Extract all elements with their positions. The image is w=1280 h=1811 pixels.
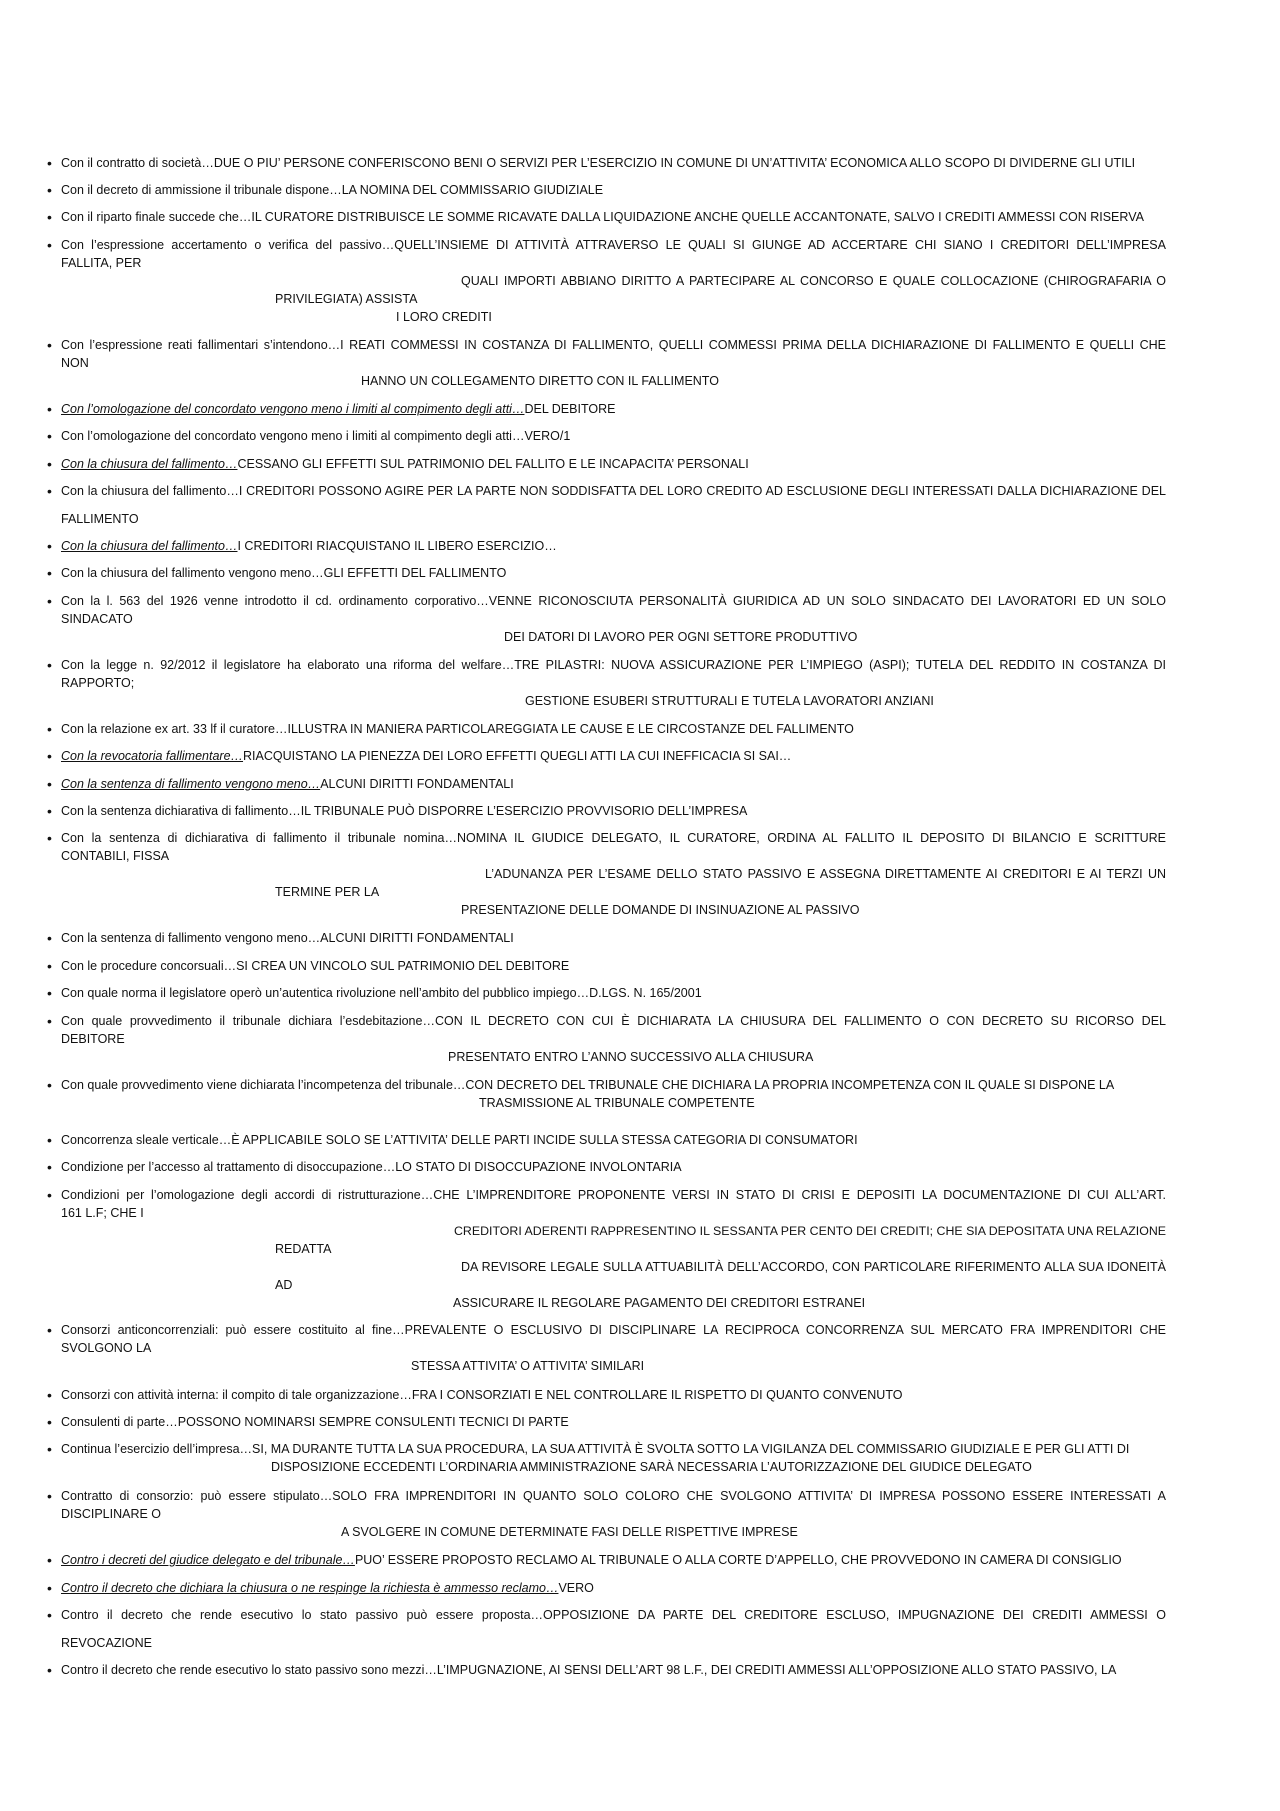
bullet-icon: • — [47, 1159, 52, 1175]
bullet-icon: • — [47, 1322, 52, 1338]
bullet-icon: • — [47, 428, 52, 444]
list-item: • Contratto di consorzio: può essere stipulato…SOLO FRA IMPRENDITORI IN QUANTO SOLO COLORO CHE SVOLGONO ATTIVITA’ DI IMPRESA POSSONO ESSERE INTERESSATI A DISCIPLINARE O A SVOLGERE IN COMUNE DETERMINATE FASI DELLE RISPETTIVE IMPRESE — [47, 1488, 1166, 1539]
bullet-icon: • — [47, 985, 52, 1001]
bullet-icon: • — [47, 237, 52, 253]
list-item: • Con la l. 563 del 1926 venne introdotto il cd. ordinamento corporativo…VENNE RICONOSCIUTA PERSONALITÀ GIURIDICA AD UN SOLO SINDACATO DEI LAVORATORI ED UN SOLO SINDACATO DEI DATORI DI LAVORO PER OGNI SETTORE PRODUTTIVO — [47, 593, 1166, 644]
list-item: • Condizioni per l’omologazione degli accordi di ristrutturazione…CHE L’IMPRENDITORE PROPONENTE VERSI IN STATO DI CRISI E DEPOSITI LA DOCUMENTAZIONE DI CUI ALL’ART. 161 L.F; CHE I CREDITORI ADERENTI RAPPRESENTINO IL SESSANTA PER CENTO DEI CREDITI; CHE SIA DEPOSITATA UNA RELAZIONE REDATTA DA REVISORE LEGALE SULLA ATTUABILITÀ DELL’ACCORDO, CON PARTICOLARE RIFERIMENTO ALLA SUA IDONEITÀ AD ASSICURARE IL REGOLARE PAGAMENTO DEI CREDITORI ESTRANEI — [47, 1187, 1166, 1310]
underlined-link: Con la chiusura del fallimento… — [61, 539, 238, 553]
list-item: • Con la legge n. 92/2012 il legislatore ha elaborato una riforma del welfare…TRE PILASTRI: NUOVA ASSICURAZIONE PER L’IMPIEGO (ASPI); TUTELA DEL REDDITO IN COSTANZA DI RAPPORTO; GESTIONE ESUBERI STRUTTURALI E TUTELA LAVORATORI ANZIANI — [47, 657, 1166, 708]
bullet-icon: • — [47, 958, 52, 974]
list-item: • Con quale provvedimento il tribunale dichiara l’esdebitazione…CON IL DECRETO CON CUI È DICHIARATA LA CHIUSURA DEL FALLIMENTO O CON DECRETO SU RICORSO DEL DEBITORE PRESENTATO ENTRO L’ANNO SUCCESSIVO ALLA CHIUSURA — [47, 1013, 1166, 1064]
list-item: • Concorrenza sleale verticale…È APPLICABILE SOLO SE L’ATTIVITA’ DELLE PARTI INCIDE SULLA STESSA CATEGORIA DI CONSUMATORI — [47, 1132, 858, 1148]
bullet-icon: • — [47, 1488, 52, 1504]
bullet-icon: • — [47, 930, 52, 946]
bullet-icon: • — [47, 182, 52, 198]
bullet-icon: • — [47, 401, 52, 417]
list-item: • Contro il decreto che rende esecutivo lo stato passivo può essere proposta…OPPOSIZIONE DA PARTE DEL CREDITORE ESCLUSO, IMPUGNAZIONE DEI CREDITI AMMESSI O REVOCAZIONE — [47, 1607, 1166, 1650]
bullet-icon: • — [47, 657, 52, 673]
list-item: • Con quale norma il legislatore operò un’autentica rivoluzione nell’ambito del pubblico impiego…D.LGS. N. 165/2001 — [47, 985, 702, 1001]
bullet-icon: • — [47, 721, 52, 737]
bullet-icon: • — [47, 748, 52, 764]
list-item: • Contro il decreto che rende esecutivo lo stato passivo sono mezzi…L’IMPUGNAZIONE, AI SENSI DELL’ART 98 L.F., DEI CREDITI AMMESSI ALL’OPPOSIZIONE ALLO STATO PASSIVO, LA — [47, 1662, 1117, 1678]
list-item: • Con la relazione ex art. 33 lf il curatore…ILLUSTRA IN MANIERA PARTICOLAREGGIATA LE CAUSE E LE CIRCOSTANZE DEL FALLIMENTO — [47, 721, 854, 737]
underlined-link: Con la sentenza di fallimento vengono meno… — [61, 777, 321, 791]
bullet-icon: • — [47, 1580, 52, 1596]
list-item: • Con la revocatoria fallimentare…RIACQUISTANO LA PIENEZZA DEI LORO EFFETTI QUEGLI ATTI LA CUI INEFFICACIA SI SAI… — [47, 748, 792, 764]
list-item: • Consorzi anticoncorrenziali: può essere costituito al fine…PREVALENTE O ESCLUSIVO DI DISCIPLINARE LA RECIPROCA CONCORRENZA SUL MERCATO FRA IMPRENDITORI CHE SVOLGONO LA STESSA ATTIVITA’ O ATTIVITA’ SIMILARI — [47, 1322, 1166, 1373]
list-item: • Con il decreto di ammissione il tribunale dispone…LA NOMINA DEL COMMISSARIO GIUDIZIALE — [47, 182, 604, 198]
bullet-icon: • — [47, 1187, 52, 1203]
list-item: • Con l’omologazione del concordato vengono meno i limiti al compimento degli atti…VERO/1 — [47, 428, 571, 444]
bullet-icon: • — [47, 1414, 52, 1430]
list-item: • Con la chiusura del fallimento…I CREDITORI RIACQUISTANO IL LIBERO ESERCIZIO… — [47, 538, 557, 554]
list-item: • Con la sentenza dichiarativa di fallimento…IL TRIBUNALE PUÒ DISPORRE L’ESERCIZIO PROVVISORIO DELL’IMPRESA — [47, 803, 748, 819]
underlined-link: Con l’omologazione del concordato vengono meno i limiti al compimento degli atti… — [61, 402, 525, 416]
list-item: • Con quale provvedimento viene dichiarata l’incompetenza del tribunale…CON DECRETO DEL TRIBUNALE CHE DICHIARA LA PROPRIA INCOMPETENZA CON IL QUALE SI DISPONE LA TRASMISSIONE AL TRIBUNALE COMPETENTE — [47, 1077, 1115, 1110]
list-item: • Contro i decreti del giudice delegato e del tribunale…PUO’ ESSERE PROPOSTO RECLAMO AL TRIBUNALE O ALLA CORTE D’APPELLO, CHE PROVVEDONO IN CAMERA DI CONSIGLIO — [47, 1552, 1122, 1568]
list-item: • Con la sentenza di fallimento vengono meno…ALCUNI DIRITTI FONDAMENTALI — [47, 930, 514, 946]
bullet-icon: • — [47, 337, 52, 353]
bullet-icon: • — [47, 456, 52, 472]
list-item: • Con la chiusura del fallimento vengono meno…GLI EFFETTI DEL FALLIMENTO — [47, 565, 507, 581]
list-item: • Con il riparto finale succede che…IL CURATORE DISTRIBUISCE LE SOMME RICAVATE DALLA LIQUIDAZIONE ANCHE QUELLE ACCANTONATE, SALVO I CREDITI AMMESSI CON RISERVA — [47, 209, 1144, 225]
bullet-icon: • — [47, 593, 52, 609]
list-item: • Con la chiusura del fallimento…I CREDITORI POSSONO AGIRE PER LA PARTE NON SODDISFATTA DEL LORO CREDITO AD ESCLUSIONE DEGLI INTERESSATI DALLA DICHIARAZIONE DEL FALLIMENTO — [47, 483, 1166, 526]
bullet-icon: • — [47, 1441, 52, 1457]
list-item: • Consulenti di parte…POSSONO NOMINARSI SEMPRE CONSULENTI TECNICI DI PARTE — [47, 1414, 569, 1430]
bullet-icon: • — [47, 155, 52, 171]
bullet-icon: • — [47, 483, 52, 499]
list-item: • Con la sentenza di fallimento vengono meno…ALCUNI DIRITTI FONDAMENTALI — [47, 776, 514, 792]
bullet-icon: • — [47, 803, 52, 819]
bullet-icon: • — [47, 1077, 52, 1093]
bullet-icon: • — [47, 1607, 52, 1623]
list-item: • Con la sentenza di dichiarativa di fallimento il tribunale nomina…NOMINA IL GIUDICE DELEGATO, IL CURATORE, ORDINA AL FALLITO IL DEPOSITO DI BILANCIO E SCRITTURE CONTABILI, FISSA L’ADUNANZA PER L’ESAME DELLO STATO PASSIVO E ASSEGNA DIRETTAMENTE AI CREDITORI E AI TERZI UN TERMINE PER LA PRESENTAZIONE DELLE DOMANDE DI INSINUAZIONE AL PASSIVO — [47, 830, 1166, 917]
list-item: • Con la chiusura del fallimento…CESSANO GLI EFFETTI SUL PATRIMONIO DEL FALLITO E LE INCAPACITA’ PERSONALI — [47, 456, 749, 472]
list-item: • Contro il decreto che dichiara la chiusura o ne respinge la richiesta è ammesso reclamo…VERO — [47, 1580, 594, 1596]
underlined-link: Contro i decreti del giudice delegato e del tribunale… — [61, 1553, 355, 1567]
list-item: • Con il contratto di società…DUE O PIU’ PERSONE CONFERISCONO BENI O SERVIZI PER L’ESERCIZIO IN COMUNE DI UN’ATTIVITA’ ECONOMICA ALLO SCOPO DI DIVIDERNE GLI UTILI — [47, 155, 1136, 171]
underlined-link: Con la revocatoria fallimentare… — [61, 749, 244, 763]
list-item: • Con l’espressione accertamento o verifica del passivo…QUELL’INSIEME DI ATTIVITÀ ATTRAVERSO LE QUALI SI GIUNGE AD ACCERTARE CHI SIANO I CREDITORI DELL’IMPRESA FALLITA, PER QUALI IMPORTI ABBIANO DIRITTO A PARTECIPARE AL CONCORSO E QUALE COLLOCAZIONE (CHIROGRAFARIA O PRIVILEGIATA) ASSISTA I LORO CREDITI — [47, 237, 1166, 324]
bullet-icon: • — [47, 1013, 52, 1029]
list-item: • Con l’omologazione del concordato vengono meno i limiti al compimento degli atti…DEL DEBITORE — [47, 401, 616, 417]
list-item: • Consorzi con attività interna: il compito di tale organizzazione…FRA I CONSORZIATI E NEL CONTROLLARE IL RISPETTO DI QUANTO CONVENUTO — [47, 1387, 903, 1403]
underlined-link: Con la chiusura del fallimento… — [61, 457, 238, 471]
bullet-icon: • — [47, 538, 52, 554]
bullet-icon: • — [47, 565, 52, 581]
bullet-icon: • — [47, 776, 52, 792]
bullet-icon: • — [47, 1662, 52, 1678]
list-item: • Con le procedure concorsuali…SI CREA UN VINCOLO SUL PATRIMONIO DEL DEBITORE — [47, 958, 570, 974]
list-item: • Continua l’esercizio dell’impresa…SI, MA DURANTE TUTTA LA SUA PROCEDURA, LA SUA ATTIVITÀ È SVOLTA SOTTO LA VIGILANZA DEL COMMISSARIO GIUDIZIALE E PER GLI ATTI DI DISPOSIZIONE ECCEDENTI L’ORDINARIA AMMINISTRAZIONE SARÀ NECESSARIA L’AUTORIZZAZIONE DEL GIUDICE DELEGATO — [47, 1441, 1130, 1474]
bullet-icon: • — [47, 830, 52, 846]
bullet-icon: • — [47, 1132, 52, 1148]
bullet-icon: • — [47, 1387, 52, 1403]
underlined-link: Contro il decreto che dichiara la chiusura o ne respinge la richiesta è ammesso reclamo… — [61, 1581, 559, 1595]
list-item: • Con l’espressione reati fallimentari s’intendono…I REATI COMMESSI IN COSTANZA DI FALLIMENTO, QUELLI COMMESSI PRIMA DELLA DICHIARAZIONE DI FALLIMENTO E QUELLI CHE NON HANNO UN COLLEGAMENTO DIRETTO CON IL FALLIMENTO — [47, 337, 1166, 388]
bullet-icon: • — [47, 209, 52, 225]
bullet-icon: • — [47, 1552, 52, 1568]
list-item: • Condizione per l’accesso al trattamento di disoccupazione…LO STATO DI DISOCCUPAZIONE INVOLONTARIA — [47, 1159, 682, 1175]
